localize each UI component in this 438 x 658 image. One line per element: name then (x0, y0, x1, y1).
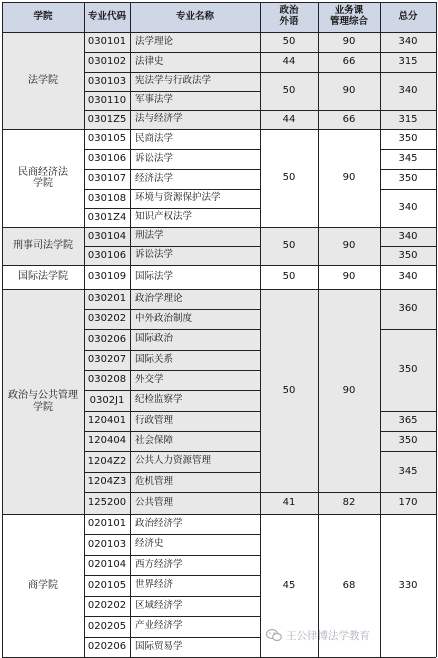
major-code: 120401 (84, 411, 130, 431)
score-politics: 50 (260, 265, 318, 289)
major-name: 政治学理论 (130, 289, 260, 309)
grid-line (380, 169, 436, 170)
major-name: 经济史 (130, 534, 260, 555)
major-code: 030106 (84, 149, 130, 169)
major-code: 030208 (84, 370, 130, 390)
major-name: 法律史 (130, 52, 260, 72)
grid-line (436, 2, 437, 657)
header-name: 专业名称 (130, 2, 260, 32)
score-total: 350 (380, 169, 436, 189)
score-total: 350 (380, 431, 436, 451)
grid-line (84, 555, 260, 556)
major-name: 环境与资源保护法学 (130, 189, 260, 208)
major-code: 1204Z3 (84, 472, 130, 492)
major-name: 宪法学与行政法学 (130, 72, 260, 91)
grid-line (84, 411, 260, 412)
score-total: 340 (380, 32, 436, 52)
college-politics: 政治与公共管理 学院 (2, 289, 84, 514)
major-code: 0302J1 (84, 390, 130, 411)
grid-line (84, 246, 260, 247)
score-business: 90 (318, 227, 380, 265)
major-code: 020104 (84, 555, 130, 575)
score-business: 90 (318, 265, 380, 289)
watermark-text: 王公律博法学教育 (286, 629, 370, 642)
major-name: 政治经济学 (130, 514, 260, 534)
college-business: 商学院 (2, 514, 84, 657)
major-code: 030110 (84, 91, 130, 110)
major-name: 法与经济学 (130, 110, 260, 129)
score-total: 330 (380, 514, 436, 657)
major-name: 军事法学 (130, 91, 260, 110)
grid-line (84, 189, 260, 190)
grid-line (380, 246, 436, 247)
major-name: 国际贸易学 (130, 637, 260, 657)
major-code: 030108 (84, 189, 130, 208)
grid-line (260, 72, 436, 73)
grid-line (84, 169, 260, 170)
major-code: 030202 (84, 309, 130, 329)
score-politics: 50 (260, 129, 318, 227)
major-name: 知识产权法学 (130, 208, 260, 227)
major-code: 030107 (84, 169, 130, 189)
grid-line (84, 596, 260, 597)
score-total: 315 (380, 110, 436, 129)
major-name: 法学理论 (130, 32, 260, 52)
major-code: 030109 (84, 265, 130, 289)
score-business: 66 (318, 52, 380, 72)
major-name: 产业经济学 (130, 616, 260, 637)
grid-line (318, 2, 319, 657)
score-business: 90 (318, 72, 380, 110)
major-name: 中外政治制度 (130, 309, 260, 329)
major-name: 公共人力资源管理 (130, 451, 260, 472)
grid-line (380, 451, 436, 452)
grid-line (84, 451, 260, 452)
college-intl: 国际法学院 (2, 265, 84, 289)
wechat-icon (266, 628, 282, 642)
major-code: 120404 (84, 431, 130, 451)
major-name: 行政管理 (130, 411, 260, 431)
major-code: 125200 (84, 492, 130, 514)
score-total: 170 (380, 492, 436, 514)
major-code: 030104 (84, 227, 130, 246)
major-name: 区域经济学 (130, 596, 260, 616)
score-politics: 50 (260, 72, 318, 110)
major-code: 030106 (84, 246, 130, 265)
grid-line (84, 149, 260, 150)
major-name: 刑法学 (130, 227, 260, 246)
score-total: 350 (380, 329, 436, 411)
major-code: 0301Z4 (84, 208, 130, 227)
grid-line (84, 431, 260, 432)
score-total: 350 (380, 129, 436, 149)
score-business: 66 (318, 110, 380, 129)
grid-line (84, 390, 260, 391)
major-name: 危机管理 (130, 472, 260, 492)
major-code: 020105 (84, 575, 130, 596)
score-politics: 45 (260, 514, 318, 657)
header-total: 总分 (380, 2, 436, 32)
grid-line (2, 514, 436, 515)
grid-line (2, 32, 436, 33)
grid-line (2, 2, 436, 3)
score-politics: 41 (260, 492, 318, 514)
major-code: 030105 (84, 129, 130, 149)
grid-line (260, 110, 436, 111)
major-code: 1204Z2 (84, 451, 130, 472)
major-name: 外交学 (130, 370, 260, 390)
grid-line (84, 110, 260, 111)
grid-line (380, 149, 436, 150)
score-total: 365 (380, 411, 436, 431)
major-code: 030103 (84, 72, 130, 91)
major-code: 020103 (84, 534, 130, 555)
major-name: 诉讼法学 (130, 149, 260, 169)
watermark (266, 624, 438, 646)
grid-line (84, 492, 260, 493)
major-name: 经济法学 (130, 169, 260, 189)
grid-line (2, 227, 436, 228)
score-total: 340 (380, 72, 436, 110)
grid-line (84, 91, 260, 92)
grid-line (260, 52, 436, 53)
score-politics: 50 (260, 289, 318, 492)
grid-line (84, 208, 260, 209)
major-name: 国际关系 (130, 350, 260, 370)
major-name: 纪检监察学 (130, 390, 260, 411)
score-total: 340 (380, 265, 436, 289)
header-politics: 政治 外语 (260, 2, 318, 32)
grid-line (84, 309, 260, 310)
major-code: 030201 (84, 289, 130, 309)
grid-line (84, 534, 260, 535)
score-politics: 50 (260, 227, 318, 265)
major-name: 国际政治 (130, 329, 260, 350)
major-name: 诉讼法学 (130, 246, 260, 265)
header-business: 业务课 管理综合 (318, 2, 380, 32)
major-code: 030102 (84, 52, 130, 72)
major-name: 民商法学 (130, 129, 260, 149)
header-college: 学院 (2, 2, 84, 32)
grid-line (84, 329, 260, 330)
header-code: 专业代码 (84, 2, 130, 32)
score-total: 315 (380, 52, 436, 72)
grid-line (84, 350, 260, 351)
grid-line (2, 265, 436, 266)
grid-line (2, 289, 436, 290)
score-total: 345 (380, 451, 436, 492)
grid-line (380, 189, 436, 190)
college-civil: 民商经济法 学院 (2, 129, 84, 227)
score-total: 340 (380, 227, 436, 246)
grid-line (84, 472, 260, 473)
grid-line (260, 492, 436, 493)
major-name: 世界经济 (130, 575, 260, 596)
score-total: 350 (380, 246, 436, 265)
score-business: 68 (318, 514, 380, 657)
grid-line (2, 2, 3, 657)
score-politics: 44 (260, 110, 318, 129)
college-law: 法学院 (2, 32, 84, 129)
major-code: 020206 (84, 637, 130, 657)
major-code: 0301Z5 (84, 110, 130, 129)
major-name: 社会保障 (130, 431, 260, 451)
grid-line (84, 370, 260, 371)
score-business: 90 (318, 32, 380, 52)
major-name: 国际法学 (130, 265, 260, 289)
grid-line (380, 431, 436, 432)
score-total: 360 (380, 289, 436, 329)
score-business: 90 (318, 289, 380, 492)
major-code: 020202 (84, 596, 130, 616)
grid-line (84, 616, 260, 617)
grid-line (380, 329, 436, 330)
score-total: 340 (380, 189, 436, 227)
grid-line (380, 411, 436, 412)
grid-line (84, 575, 260, 576)
major-code: 020205 (84, 616, 130, 637)
college-criminal: 刑事司法学院 (2, 227, 84, 265)
grid-line (84, 52, 260, 53)
major-name: 公共管理 (130, 492, 260, 514)
grid-line (84, 72, 260, 73)
major-code: 030101 (84, 32, 130, 52)
score-politics: 44 (260, 52, 318, 72)
score-business: 90 (318, 129, 380, 227)
major-code: 030207 (84, 350, 130, 370)
major-code: 030206 (84, 329, 130, 350)
grid-line (2, 129, 436, 130)
score-total: 345 (380, 149, 436, 169)
grid-line (84, 637, 260, 638)
major-name: 西方经济学 (130, 555, 260, 575)
grid-line (260, 2, 261, 657)
score-politics: 50 (260, 32, 318, 52)
score-business: 82 (318, 492, 380, 514)
major-code: 020101 (84, 514, 130, 534)
